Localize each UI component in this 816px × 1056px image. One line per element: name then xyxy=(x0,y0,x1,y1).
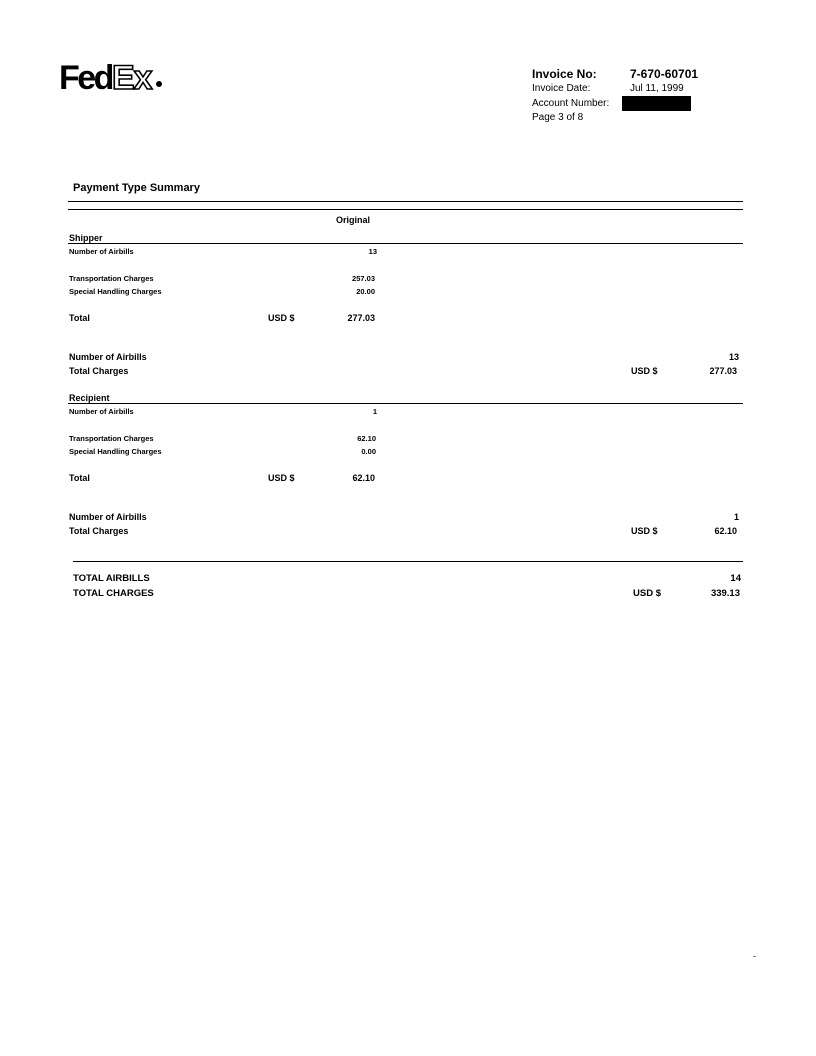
recipient-summary-airbills-label: Number of Airbills xyxy=(69,512,147,522)
shipper-heading: Shipper xyxy=(69,233,103,243)
fedex-logo xyxy=(59,58,169,98)
shipper-special-value: 20.00 xyxy=(356,287,375,296)
recipient-special-value: 0.00 xyxy=(361,447,376,456)
total-charges-label: TOTAL CHARGES xyxy=(73,588,154,599)
recipient-heading: Recipient xyxy=(69,393,110,403)
account-number-redaction xyxy=(622,96,691,111)
recipient-special-label: Special Handling Charges xyxy=(69,447,162,456)
shipper-total-currency: USD $ xyxy=(268,313,295,323)
shipper-summary-airbills-value: 13 xyxy=(728,352,739,362)
recipient-total-currency: USD $ xyxy=(268,473,295,483)
logo-text-ex: Ex xyxy=(112,59,152,97)
total-charges-currency: USD $ xyxy=(633,588,661,599)
invoice-no-value: 7-670-60701 xyxy=(630,67,699,81)
recipient-airbills-label: Number of Airbills xyxy=(69,407,134,416)
title-rule-top xyxy=(68,201,743,202)
invoice-no-label: Invoice No: xyxy=(532,67,597,81)
recipient-summary-charges-currency: USD $ xyxy=(631,526,658,536)
shipper-transportation-value: 257.03 xyxy=(352,274,375,283)
account-number-label: Account Number: xyxy=(532,98,610,109)
shipper-summary-airbills-label: Number of Airbills xyxy=(69,352,147,362)
footer-mark: - xyxy=(753,951,756,961)
column-header-original: Original xyxy=(335,215,370,225)
shipper-airbills-label: Number of Airbills xyxy=(69,247,134,256)
page-indicator: Page 3 of 8 xyxy=(532,112,584,123)
invoice-date-label: Invoice Date: xyxy=(532,83,591,94)
recipient-transportation-value: 62.10 xyxy=(357,434,376,443)
total-airbills-label: TOTAL AIRBILLS xyxy=(73,573,150,584)
recipient-summary-airbills-value: 1 xyxy=(733,512,739,522)
shipper-total-value: 277.03 xyxy=(347,313,375,323)
recipient-total-value: 62.10 xyxy=(352,473,375,483)
recipient-summary-charges-label: Total Charges xyxy=(69,526,129,536)
shipper-summary-charges-value: 277.03 xyxy=(709,366,737,376)
totals-rule xyxy=(73,561,743,562)
total-airbills-value: 14 xyxy=(730,573,741,584)
logo-dot xyxy=(156,81,162,87)
shipper-total-label: Total xyxy=(69,313,90,323)
shipper-summary-charges-label: Total Charges xyxy=(69,366,129,376)
invoice-date-value: Jul 11, 1999 xyxy=(630,83,684,94)
shipper-special-label: Special Handling Charges xyxy=(69,287,162,296)
shipper-airbills-value: 13 xyxy=(368,247,377,256)
shipper-summary-charges-currency: USD $ xyxy=(631,366,658,376)
shipper-transportation-label: Transportation Charges xyxy=(69,274,154,283)
title-rule-bottom xyxy=(68,209,743,210)
total-charges-value: 339.13 xyxy=(710,588,740,599)
recipient-total-label: Total xyxy=(69,473,90,483)
recipient-rule xyxy=(68,403,743,404)
logo-text-fed: Fed xyxy=(59,59,112,97)
section-title: Payment Type Summary xyxy=(73,182,200,194)
recipient-summary-charges-value: 62.10 xyxy=(714,526,737,536)
shipper-rule xyxy=(68,243,743,244)
recipient-transportation-label: Transportation Charges xyxy=(69,434,154,443)
recipient-airbills-value: 1 xyxy=(372,407,377,416)
